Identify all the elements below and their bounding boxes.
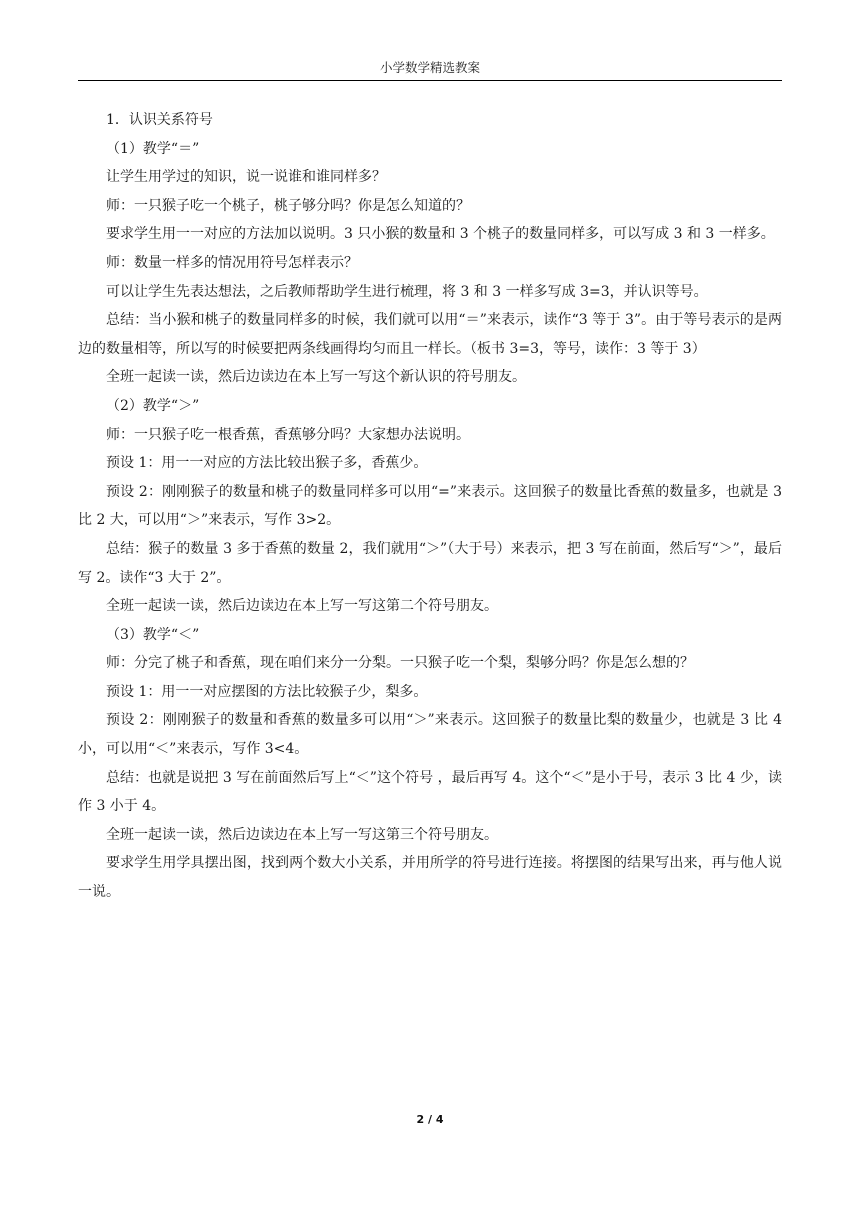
paragraph: 预设 1：用一一对应的方法比较出猴子多，香蕉少。 bbox=[106, 455, 428, 472]
paragraph: 可以让学生先表达想法，之后教师帮助学生进行梳理，将 3 和 3 一样多写成 3=3，并认识等号。 bbox=[106, 283, 708, 300]
subsection-heading: （1）教学“＝” bbox=[106, 140, 200, 157]
subsection-heading: （2）教学“＞” bbox=[106, 397, 200, 414]
paragraph: 总结：猴子的数量 3 多于香蕉的数量 2，我们就用“＞”（大于号）来表示，把 3 写在前面，然后写“＞”，最后写 2。读作“3 大于 2”。 bbox=[78, 540, 782, 586]
paragraph: 让学生用学过的知识，说一说谁和谁同样多？ bbox=[106, 169, 386, 186]
paragraph: 师：一只猴子吃一个桃子，桃子够分吗？你是怎么知道的？ bbox=[106, 197, 470, 214]
paragraph: 师：数量一样多的情况用符号怎样表示？ bbox=[106, 254, 358, 271]
paragraph: 总结：也就是说把 3 写在前面然后写上“＜”这个符号 ，最后再写 4。这个“＜”是小于号，表示 3 比 4 少，读作 3 小于 4。 bbox=[78, 769, 782, 815]
paragraph: 师：分完了桃子和香蕉，现在咱们来分一分梨。一只猴子吃一个梨，梨够分吗？你是怎么想的？ bbox=[106, 655, 694, 672]
paragraph: 预设 2：刚刚猴子的数量和桃子的数量同样多可以用“=”来表示。这回猴子的数量比香蕉的数量多，也就是 3 比 2 大，可以用“＞”来表示，写作 3>2。 bbox=[78, 483, 782, 529]
paragraph: 全班一起读一读，然后边读边在本上写一写这第二个符号朋友。 bbox=[106, 598, 498, 615]
header-divider bbox=[78, 80, 782, 81]
paragraph: 总结：当小猴和桃子的数量同样多的时候，我们就可以用“＝”来表示，读作“3 等于 3”。由于等号表示的是两边的数量相等，所以写的时候要把两条线画得均匀而且一样长。（板书 3=3，等号，读作：3 等于 3） bbox=[78, 312, 782, 357]
paragraph: 师：一只猴子吃一根香蕉，香蕉够分吗？大家想办法说明。 bbox=[106, 426, 470, 443]
paragraph: 要求学生用一一对应的方法加以说明。3 只小猴的数量和 3 个桃子的数量同样多，可以写成 3 和 3 一样多。 bbox=[106, 226, 775, 243]
page-number: 2 / 4 bbox=[416, 1113, 444, 1126]
section-heading: 1．认识关系符号 bbox=[106, 112, 213, 128]
paragraph: 全班一起读一读，然后边读边在本上写一写这个新认识的符号朋友。 bbox=[106, 369, 526, 386]
paragraph: 全班一起读一读，然后边读边在本上写一写这第三个符号朋友。 bbox=[106, 826, 498, 843]
document-body bbox=[78, 106, 782, 907]
paragraph: 要求学生用学具摆出图，找到两个数大小关系，并用所学的符号进行连接。将摆图的结果写出来，再与他人说一说。 bbox=[78, 855, 782, 901]
page-header: 小学数学精选教案 bbox=[379, 60, 480, 75]
paragraph: 预设 2：刚刚猴子的数量和香蕉的数量多可以用“＞”来表示。这回猴子的数量比梨的数量少，也就是 3 比 4 小，可以用“＜”来表示，写作 3<4。 bbox=[78, 712, 782, 758]
paragraph: 预设 1：用一一对应摆图的方法比较猴子少，梨多。 bbox=[106, 683, 428, 700]
subsection-heading: （3）教学“＜” bbox=[106, 626, 200, 643]
